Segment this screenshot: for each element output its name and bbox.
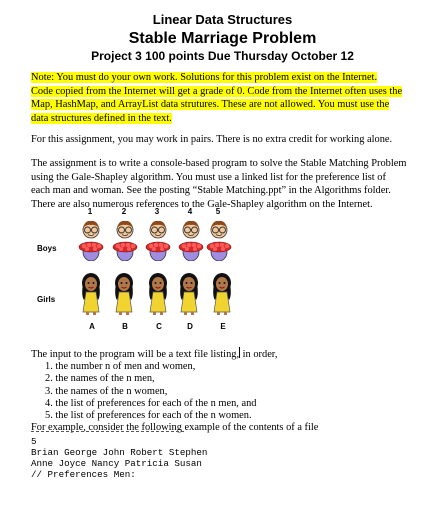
- code-line-2: Brian George John Robert Stephen: [31, 447, 208, 458]
- input-list-item: 1. the number n of men and women,: [45, 361, 196, 373]
- code-line-3: Anne Joyce Nancy Patricia Susan: [31, 458, 202, 469]
- input-list-item: 2. the names of the n men,: [45, 373, 155, 385]
- girl-letter-a: A: [89, 322, 95, 331]
- girl-letter-c: C: [156, 322, 162, 331]
- note-line-3: Map, HashMap, and ArrayList data strutures. These are not allowed. You must use the: [31, 99, 390, 110]
- girl-letter-d: D: [187, 322, 193, 331]
- boy-figure-3: [144, 219, 172, 266]
- input-list-item: 5. the list of preferences for each of the n women.: [45, 410, 252, 422]
- girl-letter-e: E: [220, 322, 226, 331]
- boy-figure-1: [77, 219, 105, 266]
- assignment-line-1: The assignment is to write a console-based program to solve the Stable Matching Problem: [31, 158, 407, 169]
- girl-figure-d: [178, 272, 200, 321]
- example-intro: For example, consider the following example of the contents of a file: [31, 422, 319, 434]
- boy-figure-2: [111, 219, 139, 266]
- assignment-line-3: each man and woman. See the posting “Stable Matching.ppt” in the Algorithms folder.: [31, 185, 391, 196]
- page-title: Stable Marriage Problem: [128, 30, 317, 47]
- assignment-line-4: There are also numerous references to the Gale-Shapley algorithm on the Internet.: [31, 198, 373, 210]
- dashed-separator: [31, 431, 184, 432]
- girl-figure-b: [113, 272, 135, 321]
- note-line-2: Code copied from the Internet will get a grade of 0. Code from the Internet often uses the: [31, 85, 403, 97]
- boys-label: Boys: [37, 244, 57, 253]
- girl-figure-c: [147, 272, 169, 321]
- course-title: Linear Data Structures: [152, 12, 293, 27]
- girl-figure-a: [80, 272, 102, 321]
- boy-number-2: 2: [121, 207, 127, 216]
- note-line-1: Note: You must do your own work. Solutions for this problem exist on the Internet.: [31, 72, 378, 83]
- boy-figure-4: [177, 219, 205, 266]
- boy-number-3: 3: [154, 207, 160, 216]
- boy-number-4: 4: [187, 207, 193, 216]
- input-intro: The input to the program will be a text file listing, in order,: [31, 349, 278, 360]
- code-line-1: 5: [31, 436, 37, 447]
- girl-figure-e: [211, 272, 233, 321]
- code-line-4: // Preferences Men:: [31, 469, 136, 480]
- input-list-item: 4. the list of preferences for each of the n men, and: [45, 397, 257, 409]
- highlighted-note: [31, 71, 411, 125]
- project-subtitle: Project 3 100 points Due Thursday October 12: [91, 49, 354, 63]
- boy-number-5: 5: [215, 207, 221, 216]
- pairs-paragraph: For this assignment, you may work in pairs. There is no extra credit for working alone.: [31, 134, 393, 145]
- boy-figure-5: [205, 219, 233, 266]
- boy-number-1: 1: [87, 207, 93, 216]
- assignment-line-2: using the Gale-Shapley algorithm. You must use a linked list for the preference list of: [31, 171, 386, 183]
- input-description: [31, 347, 421, 434]
- girls-label: Girls: [37, 295, 56, 304]
- note-line-4: data structures defined in the text.: [31, 112, 172, 124]
- girl-letter-b: B: [122, 322, 128, 331]
- input-list-item: 3. the names of the n women,: [45, 385, 168, 397]
- assignment-paragraph: [31, 157, 423, 211]
